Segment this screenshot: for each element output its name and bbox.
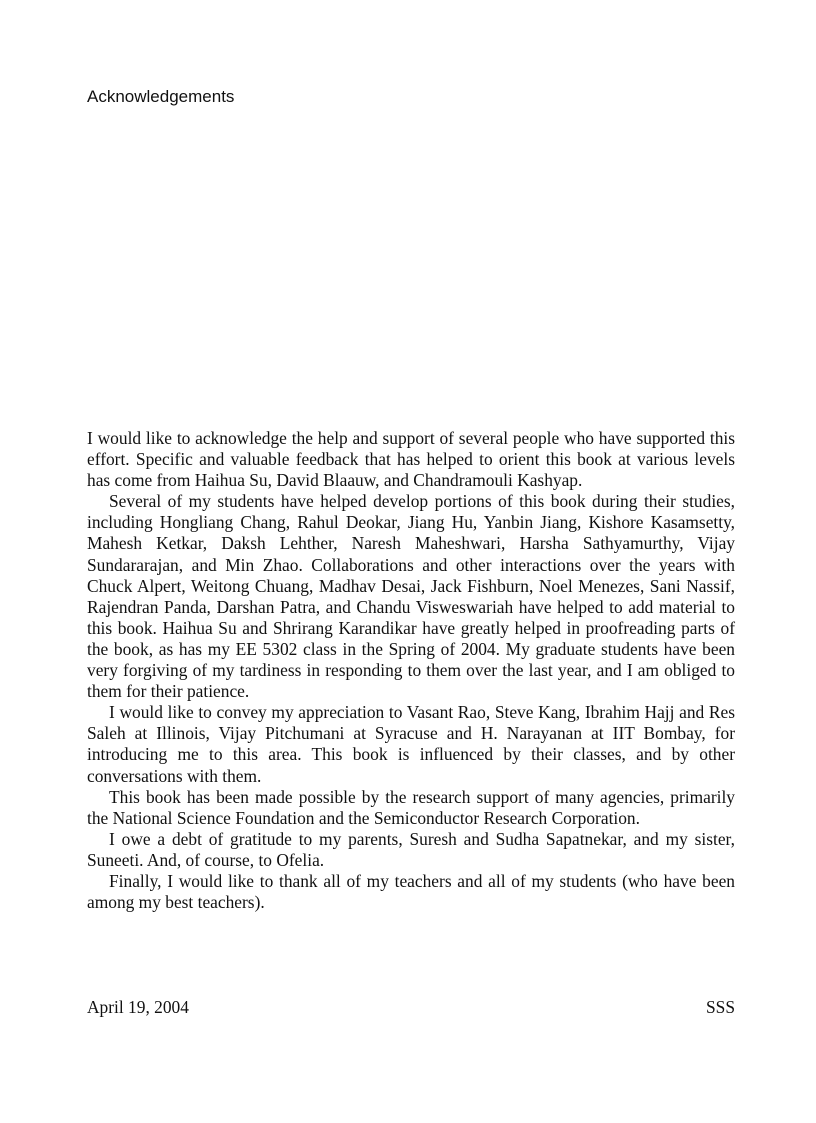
paragraph-4: This book has been made possible by the research support of many agencies, primarily the National Science Foundation and the Semiconductor Research Corporation.: [87, 786, 735, 828]
paragraph-6: Finally, I would like to thank all of my teachers and all of my students (who have been among my best teachers).: [87, 870, 735, 913]
signoff-initials: SSS: [705, 997, 735, 1017]
signoff: [87, 997, 735, 1018]
signoff-date: April 19, 2004: [87, 997, 189, 1017]
acknowledgements-body: [87, 428, 735, 913]
page-title: Acknowledgements: [87, 87, 235, 106]
paragraph-5: I owe a debt of gratitude to my parents, Suresh and Sudha Sapatnekar, and my sister, Suneeti. And, of course, to Ofelia.: [87, 828, 735, 870]
paragraph-2: Several of my students have helped develop portions of this book during their studies, including Hongliang Chang, Rahul Deokar, Jiang Hu, Yanbin Jiang, Kishore Kasamsetty, Mahesh Ketkar, Daksh Lehther, Naresh Maheshwari, Harsha Sathyamurthy, Vijay Sundararajan, and Min Zhao. Collaborations and other interactions over the years with Chuck Alpert, Weitong Chuang, Madhav Desai, Jack Fishburn, Noel Menezes, Sani Nassif, Rajendran Panda, Darshan Patra, and Chandu Visweswariah have helped to add material to this book. Haihua Su and Shrirang Karandikar have greatly helped in proofreading parts of the book, as has my EE 5302 class in the Spring of 2004. My graduate students have been very forgiving of my tardiness in responding to them over the last year, and I am obliged to them for their patience.: [87, 491, 735, 702]
paragraph-3: I would like to convey my appreciation to Vasant Rao, Steve Kang, Ibrahim Hajj and Res Saleh at Illinois, Vijay Pitchumani at Syracuse and H. Narayanan at IIT Bombay, for introducing me to this area. This book is influenced by their classes, and by other conversations with them.: [87, 702, 735, 786]
paragraph-1: I would like to acknowledge the help and support of several people who have supported this effort. Specific and valuable feedback that has helped to orient this book at various levels has come from Haihua Su, David Blaauw, and Chandramouli Kashyap.: [87, 428, 735, 491]
